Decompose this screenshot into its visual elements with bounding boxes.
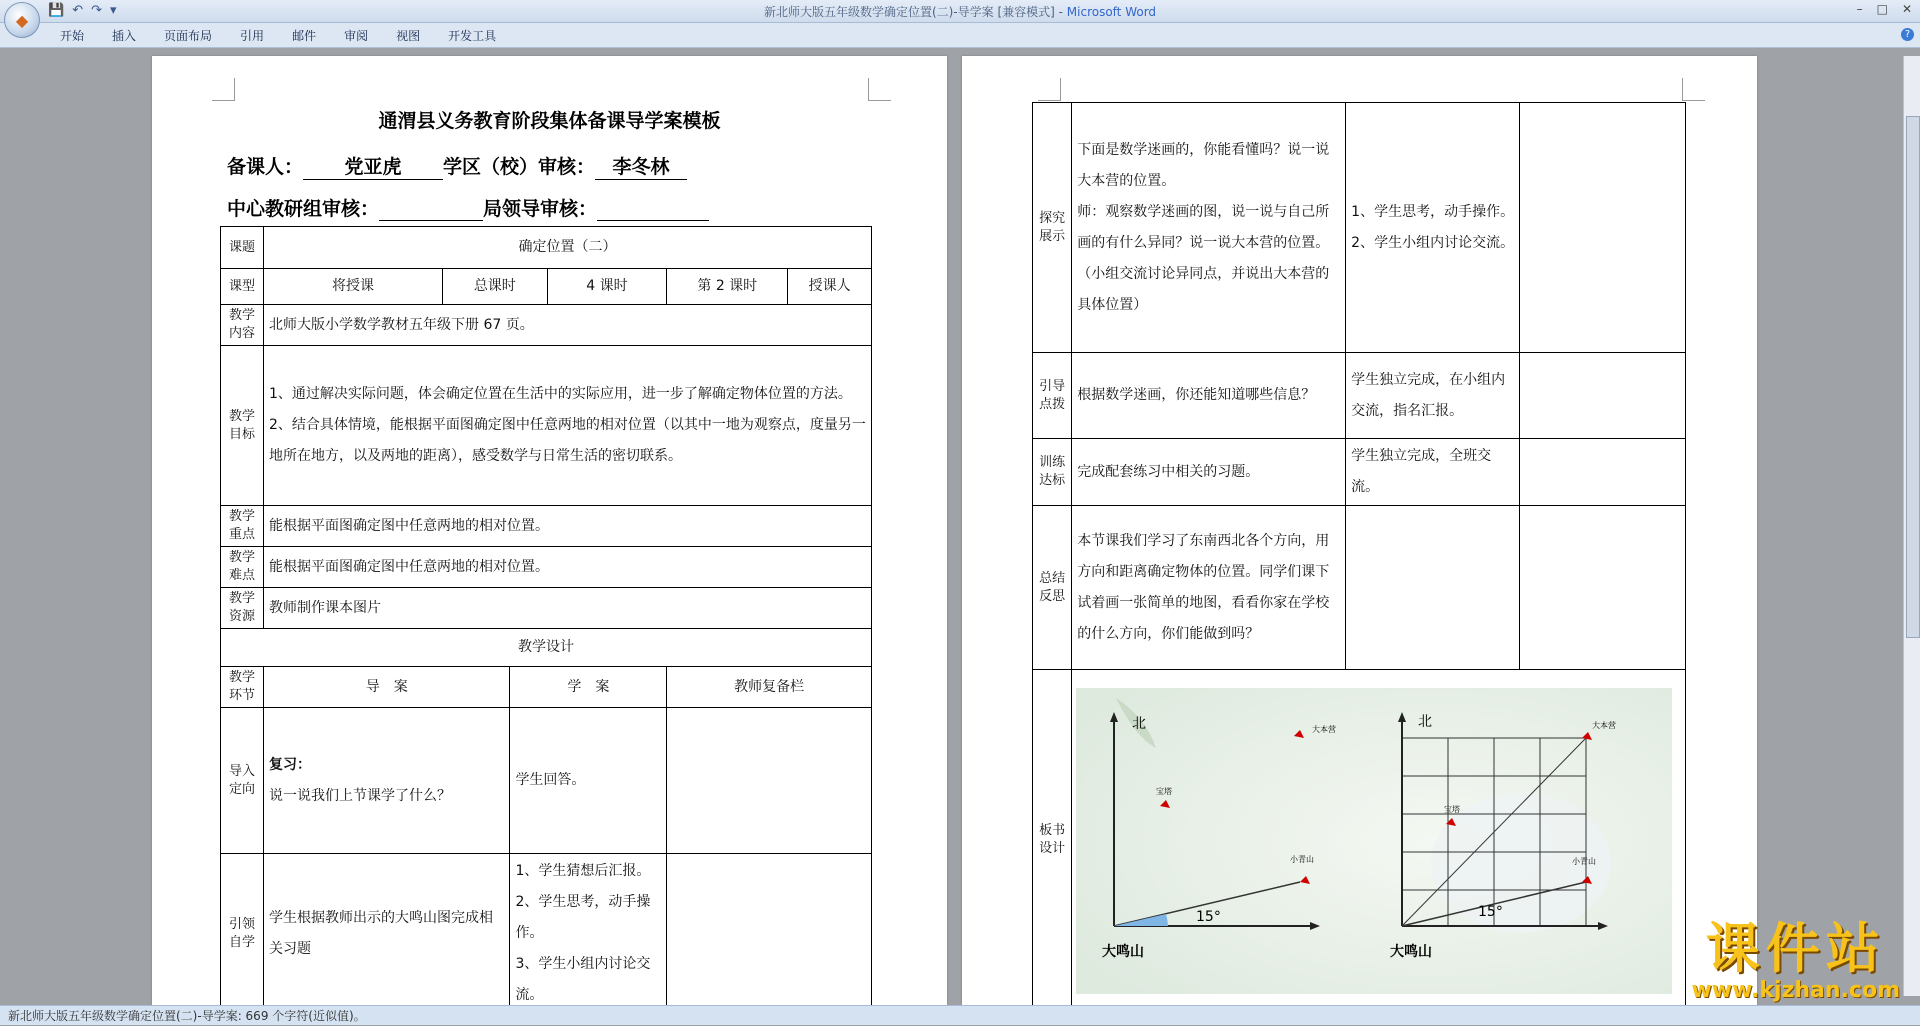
crop-mark xyxy=(212,78,235,101)
self-study-guide: 学生根据教师出示的大鸣山图完成相关习题 xyxy=(264,854,510,1007)
self-study-review xyxy=(667,854,872,1007)
explore-text-1: 下面是数学迷画的，你能看懂吗？说一说大本营的位置。 xyxy=(1077,141,1330,189)
origin-label: 大鸣山 xyxy=(1390,944,1433,960)
hill-label: 小青山 xyxy=(1572,857,1597,866)
north-label: 北 xyxy=(1418,714,1433,730)
angle-label: 15° xyxy=(1478,904,1504,920)
guide-study: 学生独立完成，在小组内交流，指名汇报。 xyxy=(1346,353,1520,439)
difficulty-value: 能根据平面图确定图中任意两地的相对位置。 xyxy=(264,547,872,588)
topic-value: 确定位置（二） xyxy=(264,227,872,269)
summary-text: 本节课我们学习了东南西北各个方向，用方向和距离确定物体的位置。同学们课下试着画一张简单的地图，看看你家在学校的什么方向，你们能做到吗？ xyxy=(1072,506,1346,670)
intro-review xyxy=(667,708,872,854)
explore-study xyxy=(1346,103,1520,353)
resource-label: 教学资源 xyxy=(221,588,264,629)
lesson-table-1 xyxy=(220,226,872,1006)
design-heading: 教学设计 xyxy=(221,629,872,667)
explore-step-2: 2、学生小组内讨论交流。 xyxy=(1351,234,1515,251)
summary-review xyxy=(1520,506,1686,670)
guide-review xyxy=(1520,353,1686,439)
close-button[interactable]: ✕ xyxy=(1901,2,1912,16)
train-study: 学生独立完成，全班交流。 xyxy=(1346,439,1520,506)
total-hours-value: 4 课时 xyxy=(547,269,667,305)
explore-step-1: 1、学生思考，动手操作。 xyxy=(1351,203,1515,220)
lesson-table-2 xyxy=(1032,102,1686,1006)
tab-developer[interactable]: 开发工具 xyxy=(448,29,497,43)
save-icon[interactable]: 💾 xyxy=(48,3,65,18)
col-review: 教师复备栏 xyxy=(667,667,872,708)
key-point-value: 能根据平面图确定图中任意两地的相对位置。 xyxy=(264,506,872,547)
self-step-3: 3、学生小组内讨论交流。 xyxy=(515,956,651,1003)
tab-mailings[interactable]: 邮件 xyxy=(292,29,317,43)
watermark-url: www.kjzhan.com xyxy=(1691,978,1900,1003)
summary-study xyxy=(1346,506,1520,670)
vertical-scrollbar[interactable] xyxy=(1903,56,1920,996)
goal-cell xyxy=(264,346,872,506)
preparer-name: 党亚虎 xyxy=(303,152,443,180)
topic-label: 课题 xyxy=(221,227,264,269)
tab-page-layout[interactable]: 页面布局 xyxy=(164,29,213,43)
board-label: 板书设计 xyxy=(1033,670,1072,1007)
intro-text: 说一说我们上节课学了什么？ xyxy=(269,787,451,804)
north-label: 北 xyxy=(1132,716,1147,732)
tab-references[interactable]: 引用 xyxy=(240,29,265,43)
explore-review xyxy=(1520,103,1686,353)
col-guide: 导 案 xyxy=(264,667,510,708)
tower-label: 宝塔 xyxy=(1444,805,1461,814)
minimize-button[interactable]: – xyxy=(1856,2,1863,16)
window-title: 新北师大版五年级数学确定位置(二)-导学案 [兼容模式] - Microsoft Word xyxy=(763,5,1157,19)
ribbon xyxy=(0,23,1920,48)
intro-title: 复习： xyxy=(269,756,311,773)
customize-icon[interactable]: ▾ xyxy=(110,3,117,18)
app-name: Microsoft Word xyxy=(1066,5,1157,19)
lesson-number: 第 2 课时 xyxy=(667,269,788,305)
goal-1: 1、通过解决实际问题，体会确定位置在生活中的实际应用，进一步了解确定物体位置的方法。 xyxy=(269,386,852,402)
content-value: 北师大版小学数学教材五年级下册 67 页。 xyxy=(264,305,872,346)
angle-label: 15° xyxy=(1196,909,1222,925)
preparer-line: 备课人： 党亚虎 学区（校）审核： 李冬林 xyxy=(227,152,687,180)
intro-guide xyxy=(264,708,510,854)
office-logo-icon: ◆ xyxy=(15,10,29,30)
watermark-logo: 课件站 xyxy=(1705,917,1886,980)
explore-label: 探究展示 xyxy=(1033,103,1072,353)
explore-text-3: （小组交流讨论异同点，并说出大本营的具体位置） xyxy=(1077,265,1330,313)
reviewer-name: 李冬林 xyxy=(595,152,687,180)
guide-text: 根据数学迷画，你还能知道哪些信息？ xyxy=(1072,353,1346,439)
intro-study: 学生回答。 xyxy=(510,708,667,854)
goal-2: 2、结合具体情境，能根据平面图确定图中任意两地的相对位置（以其中一地为观察点，度量另一地所在地方，以及两地的距离），感受数学与日常生活的密切联系。 xyxy=(269,417,866,464)
crop-mark xyxy=(1038,78,1061,101)
col-stage: 教学环节 xyxy=(221,667,264,708)
redo-icon[interactable]: ↷ xyxy=(91,3,102,18)
self-step-2: 2、学生思考，动手操作。 xyxy=(515,894,651,941)
tower-label: 宝塔 xyxy=(1156,787,1173,796)
tab-view[interactable]: 视图 xyxy=(396,29,421,43)
board-map-figure xyxy=(1076,688,1672,994)
self-step-1: 1、学生猜想后汇报。 xyxy=(515,863,651,879)
board-design xyxy=(1072,670,1686,1007)
title-bar xyxy=(0,0,1920,23)
office-button[interactable] xyxy=(4,2,40,38)
explore-guide xyxy=(1072,103,1346,353)
type-value: 将授课 xyxy=(264,269,443,305)
window-controls xyxy=(1857,2,1912,16)
camp-label: 大本营 xyxy=(1592,721,1617,730)
status-bar xyxy=(0,1005,1920,1025)
intro-label: 导入定向 xyxy=(221,708,264,854)
document-page-1[interactable] xyxy=(152,56,947,1006)
review-line: 中心教研组审核： 局领导审核： xyxy=(227,194,709,221)
hill-label: 小青山 xyxy=(1290,855,1315,864)
scrollbar-thumb[interactable] xyxy=(1906,116,1920,638)
self-study-label: 引领自学 xyxy=(221,854,264,1007)
difficulty-label: 教学难点 xyxy=(221,547,264,588)
teacher-label: 授课人 xyxy=(788,269,872,305)
maximize-button[interactable]: □ xyxy=(1876,2,1888,16)
crop-mark xyxy=(868,78,891,101)
key-point-label: 教学重点 xyxy=(221,506,264,547)
train-review xyxy=(1520,439,1686,506)
type-label: 课型 xyxy=(221,269,264,305)
content-label: 教学内容 xyxy=(221,305,264,346)
col-study: 学 案 xyxy=(510,667,667,708)
tab-home[interactable]: 开始 xyxy=(60,29,85,43)
status-text: 新北师大版五年级数学确定位置(二)-导学案: 669 个字符(近似值)。 xyxy=(8,1009,366,1023)
undo-icon[interactable]: ↶ xyxy=(72,3,84,18)
help-icon[interactable]: ? xyxy=(1901,28,1914,41)
train-label: 训练达标 xyxy=(1033,439,1072,506)
site-watermark xyxy=(1691,917,1900,1003)
tab-insert[interactable]: 插入 xyxy=(112,29,137,43)
goal-label: 教学目标 xyxy=(221,346,264,506)
total-hours-label: 总课时 xyxy=(443,269,548,305)
origin-label: 大鸣山 xyxy=(1102,944,1145,960)
self-study-student xyxy=(510,854,667,1007)
document-title: 通渭县义务教育阶段集体备课导学案模板 xyxy=(378,110,721,132)
guide-label: 引导点拨 xyxy=(1033,353,1072,439)
summary-label: 总结反思 xyxy=(1033,506,1072,670)
explore-text-2: 师：观察数学迷画的图，说一说与自己所画的有什么异同？说一说大本营的位置。 xyxy=(1077,203,1330,251)
train-text: 完成配套练习中相关的习题。 xyxy=(1072,439,1346,506)
document-page-2[interactable] xyxy=(962,56,1757,1006)
camp-label: 大本营 xyxy=(1312,725,1337,734)
resource-value: 教师制作课本图片 xyxy=(264,588,872,629)
crop-mark xyxy=(1682,78,1705,101)
tab-review[interactable]: 审阅 xyxy=(344,29,369,43)
